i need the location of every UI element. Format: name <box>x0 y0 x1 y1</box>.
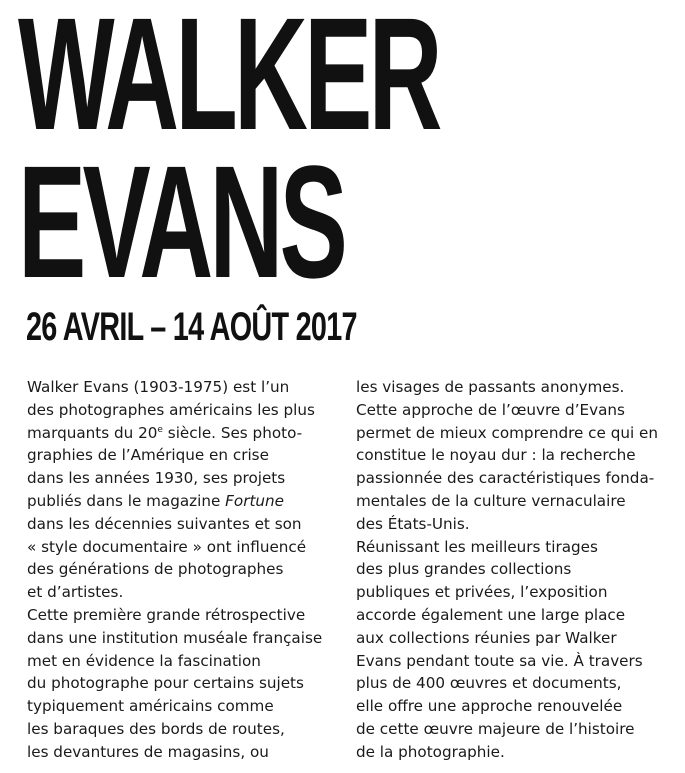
text-line: elle offre une approche renouvelée <box>356 697 623 716</box>
text-line: des photographes américains les plus <box>27 400 315 419</box>
text-line <box>27 490 347 513</box>
text-line: Evans pendant toute sa vie. À travers <box>356 651 643 670</box>
text-line: met en évidence la fascination <box>27 651 261 670</box>
text-line: constitue le noyau dur : la recherche <box>356 446 636 465</box>
text-line: et d’artistes. <box>27 583 124 602</box>
text-line: Cette première grande rétrospective <box>27 605 306 624</box>
left-text-column <box>27 376 347 764</box>
text-line: dans les décennies suivantes et son <box>27 514 302 533</box>
text-line: aux collections réunies par Walker <box>356 628 617 647</box>
superscript: e <box>157 424 163 435</box>
exhibition-dates: 26 AVRIL – 14 AOÛT 2017 <box>26 305 357 349</box>
right-text-column <box>356 376 681 764</box>
text-fragment: siècle. Ses photo- <box>162 423 303 442</box>
text-line: passionnée des caractéristiques fonda- <box>356 469 655 488</box>
text-line: typiquement américains comme <box>27 697 274 716</box>
text-line: Cette approche de l’œuvre d’Evans <box>356 400 625 419</box>
text-line: des plus grandes collections <box>356 560 572 579</box>
text-line: plus de 400 œuvres et documents, <box>356 674 622 693</box>
text-line: « style documentaire » ont influencé <box>27 537 307 556</box>
text-fragment: marquants du 20 <box>27 423 158 442</box>
text-line: des générations de photographes <box>27 560 284 579</box>
headline-last-name: EVANS <box>18 132 344 311</box>
text-line: de cette œuvre majeure de l’histoire <box>356 719 635 738</box>
text-line <box>27 422 347 445</box>
text-line: dans une institution muséale française <box>27 628 323 647</box>
text-line: graphies de l’Amérique en crise <box>27 446 269 465</box>
text-line: du photographe pour certains sujets <box>27 674 304 693</box>
text-line: accorde également une large place <box>356 605 626 624</box>
magazine-title: Fortune <box>225 491 284 510</box>
text-line: de la photographie. <box>356 742 505 761</box>
text-line: mentales de la culture vernaculaire <box>356 491 626 510</box>
text-line: les visages de passants anonymes. <box>356 378 625 396</box>
text-line: permet de mieux comprendre ce qui en <box>356 423 658 442</box>
text-line: les baraques des bords de routes, <box>27 719 285 738</box>
headline-first-name: WALKER <box>18 0 439 163</box>
text-line: les devantures de magasins, ou <box>27 742 269 761</box>
text-line: dans les années 1930, ses projets <box>27 469 286 488</box>
text-fragment: publiés dans le magazine <box>27 491 226 510</box>
headline <box>18 0 439 311</box>
text-line: des États-Unis. <box>356 514 470 533</box>
text-line: Réunissant les meilleurs tirages <box>356 537 598 556</box>
text-line: Walker Evans (1903-1975) est l’un <box>27 378 290 396</box>
text-line: publiques et privées, l’exposition <box>356 583 608 602</box>
